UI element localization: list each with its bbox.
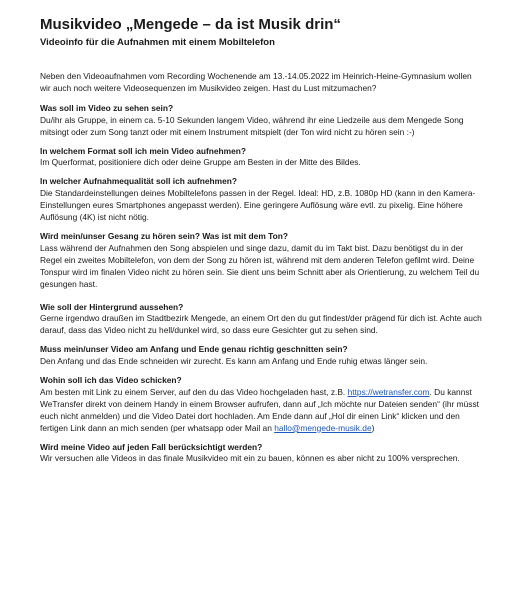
faq-answer: Den Anfang und das Ende schneiden wir zurecht. Es kann am Anfang und Ende ruhig etwas länger sein.: [40, 356, 428, 367]
faq-section-consideration: [40, 442, 484, 466]
faq-question: Wohin soll ich das Video schicken?: [40, 375, 182, 386]
faq-section-quality: [40, 176, 484, 224]
faq-question: Wird meine Video auf jeden Fall berücksichtigt werden?: [40, 441, 263, 452]
faq-question: In welchem Format soll ich mein Video aufnehmen?: [40, 145, 247, 156]
faq-section-sound: [40, 231, 484, 291]
document-subtitle: Videoinfo für die Aufnahmen mit einem Mobiltelefon: [40, 37, 275, 48]
answer-text: ): [371, 422, 375, 433]
email-link[interactable]: hallo@mengede-musik.de: [274, 422, 372, 433]
faq-section-sending: [40, 375, 484, 435]
faq-question: In welcher Aufnahmequalität soll ich aufnehmen?: [40, 176, 237, 187]
faq-section-format: [40, 146, 484, 170]
faq-section-content: [40, 103, 484, 139]
intro-paragraph: Neben den Videoaufnahmen vom Recording Wochenende am 13.-14.05.2022 im Heinrich-Heine-Gymnasium wollen wir auch noch weitere Videosequenzen im Musikvideo zeigen. Hast du Lust mitzumachen?: [40, 71, 472, 93]
faq-question: Wird mein/unser Gesang zu hören sein? Was ist mit dem Ton?: [40, 230, 288, 241]
faq-answer: [40, 387, 484, 435]
faq-question: Muss mein/unser Video am Anfang und Ende genau richtig geschnitten sein?: [40, 344, 348, 355]
faq-answer: Wir versuchen alle Videos in das finale Musikvideo mit ein zu bauen, können es aber nicht zu 100% versprechen.: [40, 453, 460, 464]
faq-answer: Lass während der Aufnahmen den Song abspielen und singe dazu, damit du im Takt bist. Dazu benötigst du in der Regel ein zweites Mobiltelefon, von dem der Song zu hören ist, während mit dem anderen Telefon gefilmt wird. Deine Tonspur wird im finalen Video nicht zu hören sein. Sie dient uns beim Schnitt aber als Orientierung, zu welchem Teil du gesungen hast.: [40, 242, 480, 289]
faq-question: Was soll im Video zu sehen sein?: [40, 102, 174, 113]
faq-answer: Gerne irgendwo draußen im Stadtbezirk Mengede, an einem Ort den du gut findest/der prägend für dich ist. Achte auch darauf, dass das Video nicht zu hell/dunkel wird, so dass eure Gesichter gut zu sehen sind.: [40, 313, 482, 336]
wetransfer-link[interactable]: https://wetransfer.com: [347, 386, 430, 397]
faq-section-background: [40, 302, 484, 338]
faq-answer: Die Standardeinstellungen deines Mobiltelefons passen in der Regel. Ideal: HD, z.B. 1080p HD (kann in den Kamera-Einstellungen eures Smartphones angepasst werden). Eine geringere Auflösung wäre evtl. zu pixelig. Eine höhere Auflösung (4K) ist nicht nötig.: [40, 188, 476, 223]
faq-answer: Du/ihr als Gruppe, in einem ca. 5-10 Sekunden langem Video, während ihr eine Liedzeile aus dem Mengede Song mitsingt oder zum Song tanzt oder mit einem Instrument mitspielt (der Ton wird nicht zu hören sein :-): [40, 114, 464, 137]
answer-text: . Du kannst WeTransfer direkt von deinem Handy in einem Browser aufrufen, dann auf „Ich möchte nur Dateien senden“ (ihr müsst euch nicht anmelden) und die Video Datei dort hochladen. Am Ende dann auf „Hol dir einen Link“ klicken und den fertigen Link dann an mich senden (per whatsapp oder Mail an: [40, 386, 479, 433]
document-title: Musikvideo „Mengede – da ist Musik drin“: [40, 16, 341, 33]
faq-question: Wie soll der Hintergrund aussehen?: [40, 301, 184, 312]
answer-text: Am besten mit Link zu einem Server, auf den du das Video hochgeladen hast, z.B.: [40, 386, 348, 397]
faq-section-cutting: [40, 344, 484, 368]
faq-answer: Im Querformat, positioniere dich oder deine Gruppe am Besten in der Mitte des Bildes.: [40, 157, 361, 168]
